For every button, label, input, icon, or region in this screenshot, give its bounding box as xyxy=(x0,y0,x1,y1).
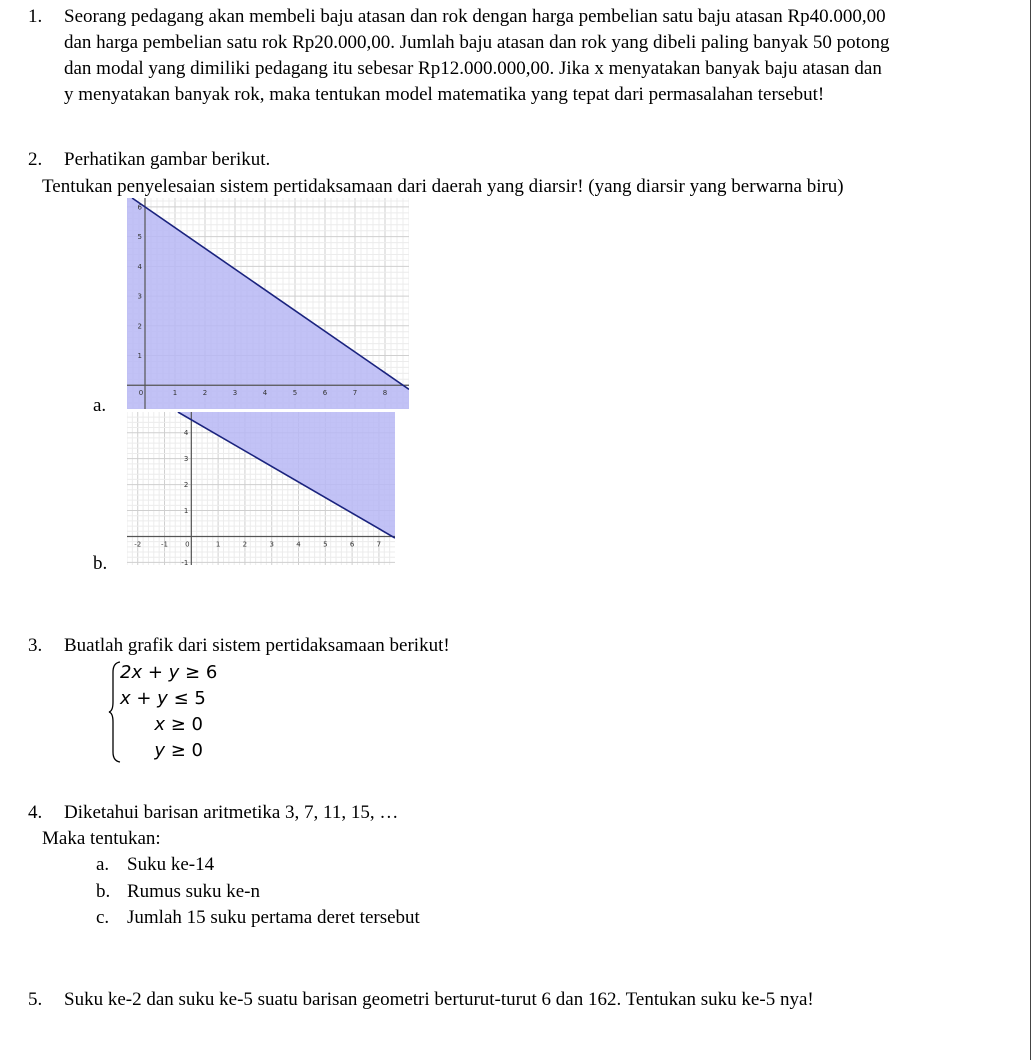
x-tick-label: 4 xyxy=(262,389,268,398)
inequality-rhs: 0 xyxy=(191,740,203,761)
x-tick-label: 5 xyxy=(292,389,298,398)
y-tick-label: 1 xyxy=(183,507,189,516)
x-tick-label: 6 xyxy=(322,389,328,398)
inequality-rhs: 6 xyxy=(205,662,218,683)
x-tick-label: 3 xyxy=(232,389,238,398)
x-tick-label: 2 xyxy=(202,389,208,398)
question-3-number: 3. xyxy=(28,635,43,656)
page-border xyxy=(1030,0,1031,1060)
question-5-number: 5. xyxy=(28,989,43,1010)
question-1-line: dan harga pembelian satu rok Rp20.000,00. Jumlah baju atasan dan rok yang dibeli paling banyak 50 potong xyxy=(64,32,890,53)
y-tick-label: 3 xyxy=(137,292,142,301)
graph-b-label: b. xyxy=(93,553,108,574)
y-tick-label: 2 xyxy=(137,322,142,331)
x-tick-label: 2 xyxy=(242,540,248,549)
inequality-row xyxy=(120,660,218,686)
question-4-text: Diketahui barisan aritmetika 3, 7, 11, 15, … xyxy=(64,802,399,823)
x-tick-label: 0 xyxy=(138,389,144,398)
y-tick-label: 6 xyxy=(137,203,142,212)
question-2-instruction: Tentukan penyelesaian sistem pertidaksamaan dari daerah yang diarsir! (yang diarsir yang berwarna biru) xyxy=(42,176,844,197)
inequality-row xyxy=(120,686,206,712)
inequality-operator: ≥ xyxy=(170,714,186,735)
question-2-title: Perhatikan gambar berikut. xyxy=(64,149,271,170)
y-tick-label: 1 xyxy=(137,352,142,361)
inequality-row xyxy=(120,738,203,764)
x-tick-label: 7 xyxy=(376,540,382,549)
inequality-row xyxy=(120,712,203,738)
x-tick-label: 6 xyxy=(349,540,355,549)
y-tick-label: 4 xyxy=(183,429,189,438)
question-1-text xyxy=(64,4,1024,108)
x-tick-label: 7 xyxy=(352,389,358,398)
x-tick-label: 0 xyxy=(185,540,190,549)
inequality-operator: ≥ xyxy=(185,662,201,683)
inequality-lhs: 2x + y xyxy=(120,662,180,683)
question-2-number: 2. xyxy=(28,149,43,170)
x-tick-label: 5 xyxy=(323,540,328,549)
list-item-label: c. xyxy=(96,907,110,928)
list-item: Jumlah 15 suku pertama deret tersebut xyxy=(127,907,420,928)
x-tick-label: 1 xyxy=(215,540,221,549)
inequality-lhs: x + y xyxy=(120,688,168,709)
inequality-rhs: 5 xyxy=(194,688,206,709)
y-tick-label: 2 xyxy=(183,481,189,490)
x-tick-label: 1 xyxy=(172,389,178,398)
y-tick-label: -1 xyxy=(181,558,189,565)
question-1-line: y menyatakan banyak rok, maka tentukan model matematika yang tepat dari permasalahan tersebut! xyxy=(64,84,825,105)
list-item-label: a. xyxy=(96,854,110,875)
question-4-number: 4. xyxy=(28,802,43,823)
inequality-lines xyxy=(120,660,218,764)
inequality-system xyxy=(108,660,258,764)
question-1-line: Seorang pedagang akan membeli baju atasan dan rok dengan harga pembelian satu baju atasan Rp40.000,00 xyxy=(64,6,886,27)
x-tick-label: 3 xyxy=(269,540,274,549)
inequality-rhs: 0 xyxy=(191,714,203,735)
x-tick-label: 8 xyxy=(382,389,388,398)
x-tick-label: -1 xyxy=(161,540,169,549)
inequality-lhs: x xyxy=(154,714,165,735)
list-item-label: b. xyxy=(96,881,111,902)
graph-a-label: a. xyxy=(93,395,107,416)
y-tick-label: 3 xyxy=(183,455,189,464)
y-tick-label: 4 xyxy=(137,262,142,271)
list-item: Suku ke-14 xyxy=(127,854,215,875)
inequality-operator: ≤ xyxy=(173,688,189,709)
question-5-text: Suku ke-2 dan suku ke-5 suatu barisan geometri berturut-turut 6 dan 162. Tentukan suku ke-5 nya! xyxy=(64,989,814,1010)
graph-b xyxy=(127,412,395,565)
inequality-lhs: y xyxy=(154,740,165,761)
question-1-line: dan modal yang dimiliki pedagang itu sebesar Rp12.000.000,00. Jika x menyatakan banyak baju atasan dan xyxy=(64,58,882,79)
x-tick-label: -2 xyxy=(134,540,142,549)
x-tick-label: 4 xyxy=(296,540,301,549)
question-3-text: Buatlah grafik dari sistem pertidaksamaan berikut! xyxy=(64,635,450,656)
question-1-number: 1. xyxy=(28,6,43,27)
list-item: Rumus suku ke-n xyxy=(127,881,260,902)
question-4-prompt: Maka tentukan: xyxy=(42,828,161,849)
y-tick-label: 5 xyxy=(137,233,142,242)
graph-a xyxy=(127,198,409,409)
inequality-operator: ≥ xyxy=(170,740,186,761)
